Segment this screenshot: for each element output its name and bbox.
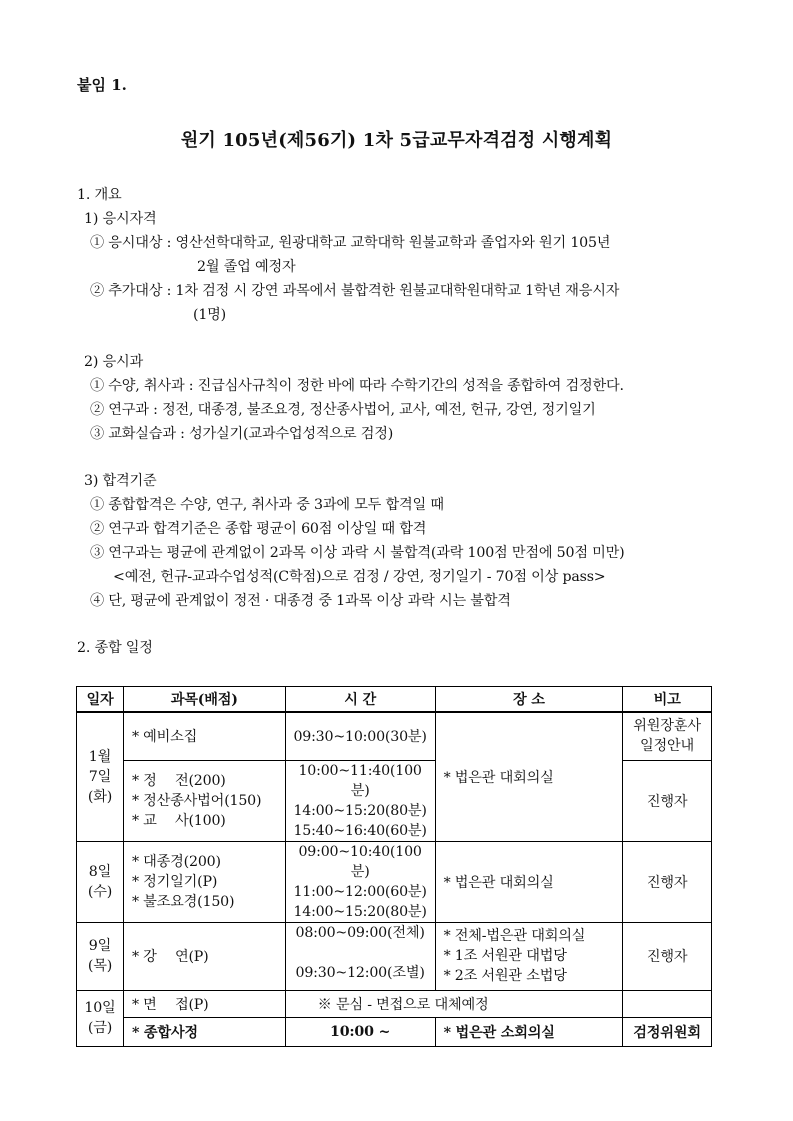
- note-cell: 위원장훈사 일정안내: [623, 712, 712, 760]
- time-place-cell: ※ 문심 - 면접으로 대체예정: [285, 990, 623, 1017]
- course-item-3: ③ 교화실습과 : 성가실기(교과수업성적으로 검정): [90, 426, 394, 442]
- subject-cell: * 종합사정: [123, 1017, 285, 1046]
- course-item-1: ① 수양, 취사과 : 진급심사규칙이 정한 바에 따라 수학기간의 성적을 종합하여 검정한다.: [90, 378, 624, 394]
- time-cell: 09:00~10:40(100분) 11:00~12:00(60분) 14:00~15:20(80분): [285, 841, 435, 922]
- schedule-table: [76, 686, 712, 1047]
- section-2-heading: 2. 종합 일정: [77, 640, 153, 656]
- subject-cell: * 면 접(P): [123, 990, 285, 1017]
- note-cell: 검정위원회: [623, 1017, 712, 1046]
- table-row: [77, 712, 712, 760]
- eligibility-item-2: ② 추가대상 : 1차 검정 시 강연 과목에서 불합격한 원불교대학원대학교 1학년 재응시자: [90, 283, 620, 299]
- place-cell-day1: * 법은관 대회의실: [435, 712, 623, 841]
- header-note: 비고: [623, 687, 712, 713]
- header-subject: 과목(배점): [123, 687, 285, 713]
- place-cell: * 법은관 대회의실: [435, 841, 623, 922]
- date-cell-day3: 9일 (목): [77, 922, 124, 990]
- eligibility-item-2-cont: (1명): [193, 307, 227, 323]
- criteria-item-2: ② 연구과 합격기준은 종합 평균이 60점 이상일 때 합격: [90, 521, 427, 537]
- table-row: [77, 1017, 712, 1046]
- eligibility-item-1-cont: 2월 졸업 예정자: [197, 259, 296, 275]
- table-row: [77, 841, 712, 922]
- table-row: [77, 990, 712, 1017]
- table-row: [77, 922, 712, 990]
- date-cell-day4: 10일 (금): [77, 990, 124, 1046]
- attachment-label: 붙임 1.: [77, 76, 127, 94]
- note-cell: 진행자: [623, 922, 712, 990]
- document-title: 원기 105년(제56기) 1차 5급교무자격검정 시행계획: [180, 130, 613, 151]
- place-cell: * 법은관 소회의실: [435, 1017, 623, 1046]
- header-date: 일자: [77, 687, 124, 713]
- eligibility-item-1: ① 응시대상 : 영산선학대학교, 원광대학교 교학대학 원불교학과 졸업자와 원기 105년: [90, 235, 611, 251]
- note-cell: [623, 990, 712, 1017]
- subject-cell: * 대종경(200) * 정기일기(P) * 불조요경(150): [123, 841, 285, 922]
- time-cell: 09:30~10:00(30분): [285, 712, 435, 760]
- course-item-2: ② 연구과 : 정전, 대종경, 불조요경, 정산종사법어, 교사, 예전, 헌규, 강연, 정기일기: [90, 402, 596, 418]
- subject-cell: * 강 연(P): [123, 922, 285, 990]
- sub-3-heading: 3) 합격기준: [84, 473, 157, 489]
- sub-2-heading: 2) 응시과: [84, 354, 143, 370]
- time-cell: 10:00 ~: [285, 1017, 435, 1046]
- sub-1-heading: 1) 응시자격: [84, 211, 157, 227]
- header-place: 장 소: [435, 687, 623, 713]
- section-1-heading: 1. 개요: [77, 187, 122, 203]
- criteria-item-3-cont: <예전, 헌규-교과수업성적(C학점)으로 검정 / 강연, 정기일기 - 70점 이상 pass>: [113, 569, 606, 585]
- time-cell: 10:00~11:40(100분) 14:00~15:20(80분) 15:40~16:40(60분): [285, 760, 435, 841]
- subject-cell: * 정 전(200) * 정산종사법어(150) * 교 사(100): [123, 760, 285, 841]
- criteria-item-4: ④ 단, 평균에 관계없이 정전 · 대종경 중 1과목 이상 과락 시는 불합격: [90, 593, 511, 609]
- criteria-item-3: ③ 연구과는 평균에 관계없이 2과목 이상 과락 시 불합격(과락 100점 만점에 50점 미만): [90, 545, 625, 561]
- header-time: 시 간: [285, 687, 435, 713]
- subject-cell: * 예비소집: [123, 712, 285, 760]
- table-header-row: [77, 687, 712, 713]
- date-cell-day1: 1월 7일 (화): [77, 712, 124, 841]
- date-cell-day2: 8일 (수): [77, 841, 124, 922]
- note-cell: 진행자: [623, 760, 712, 841]
- place-cell: * 전체-법은관 대회의실 * 1조 서원관 대법당 * 2조 서원관 소법당: [435, 922, 623, 990]
- time-cell: 08:00~09:00(전체) 09:30~12:00(조별): [285, 922, 435, 990]
- note-cell: 진행자: [623, 841, 712, 922]
- criteria-item-1: ① 종합합격은 수양, 연구, 취사과 중 3과에 모두 합격일 때: [90, 497, 444, 513]
